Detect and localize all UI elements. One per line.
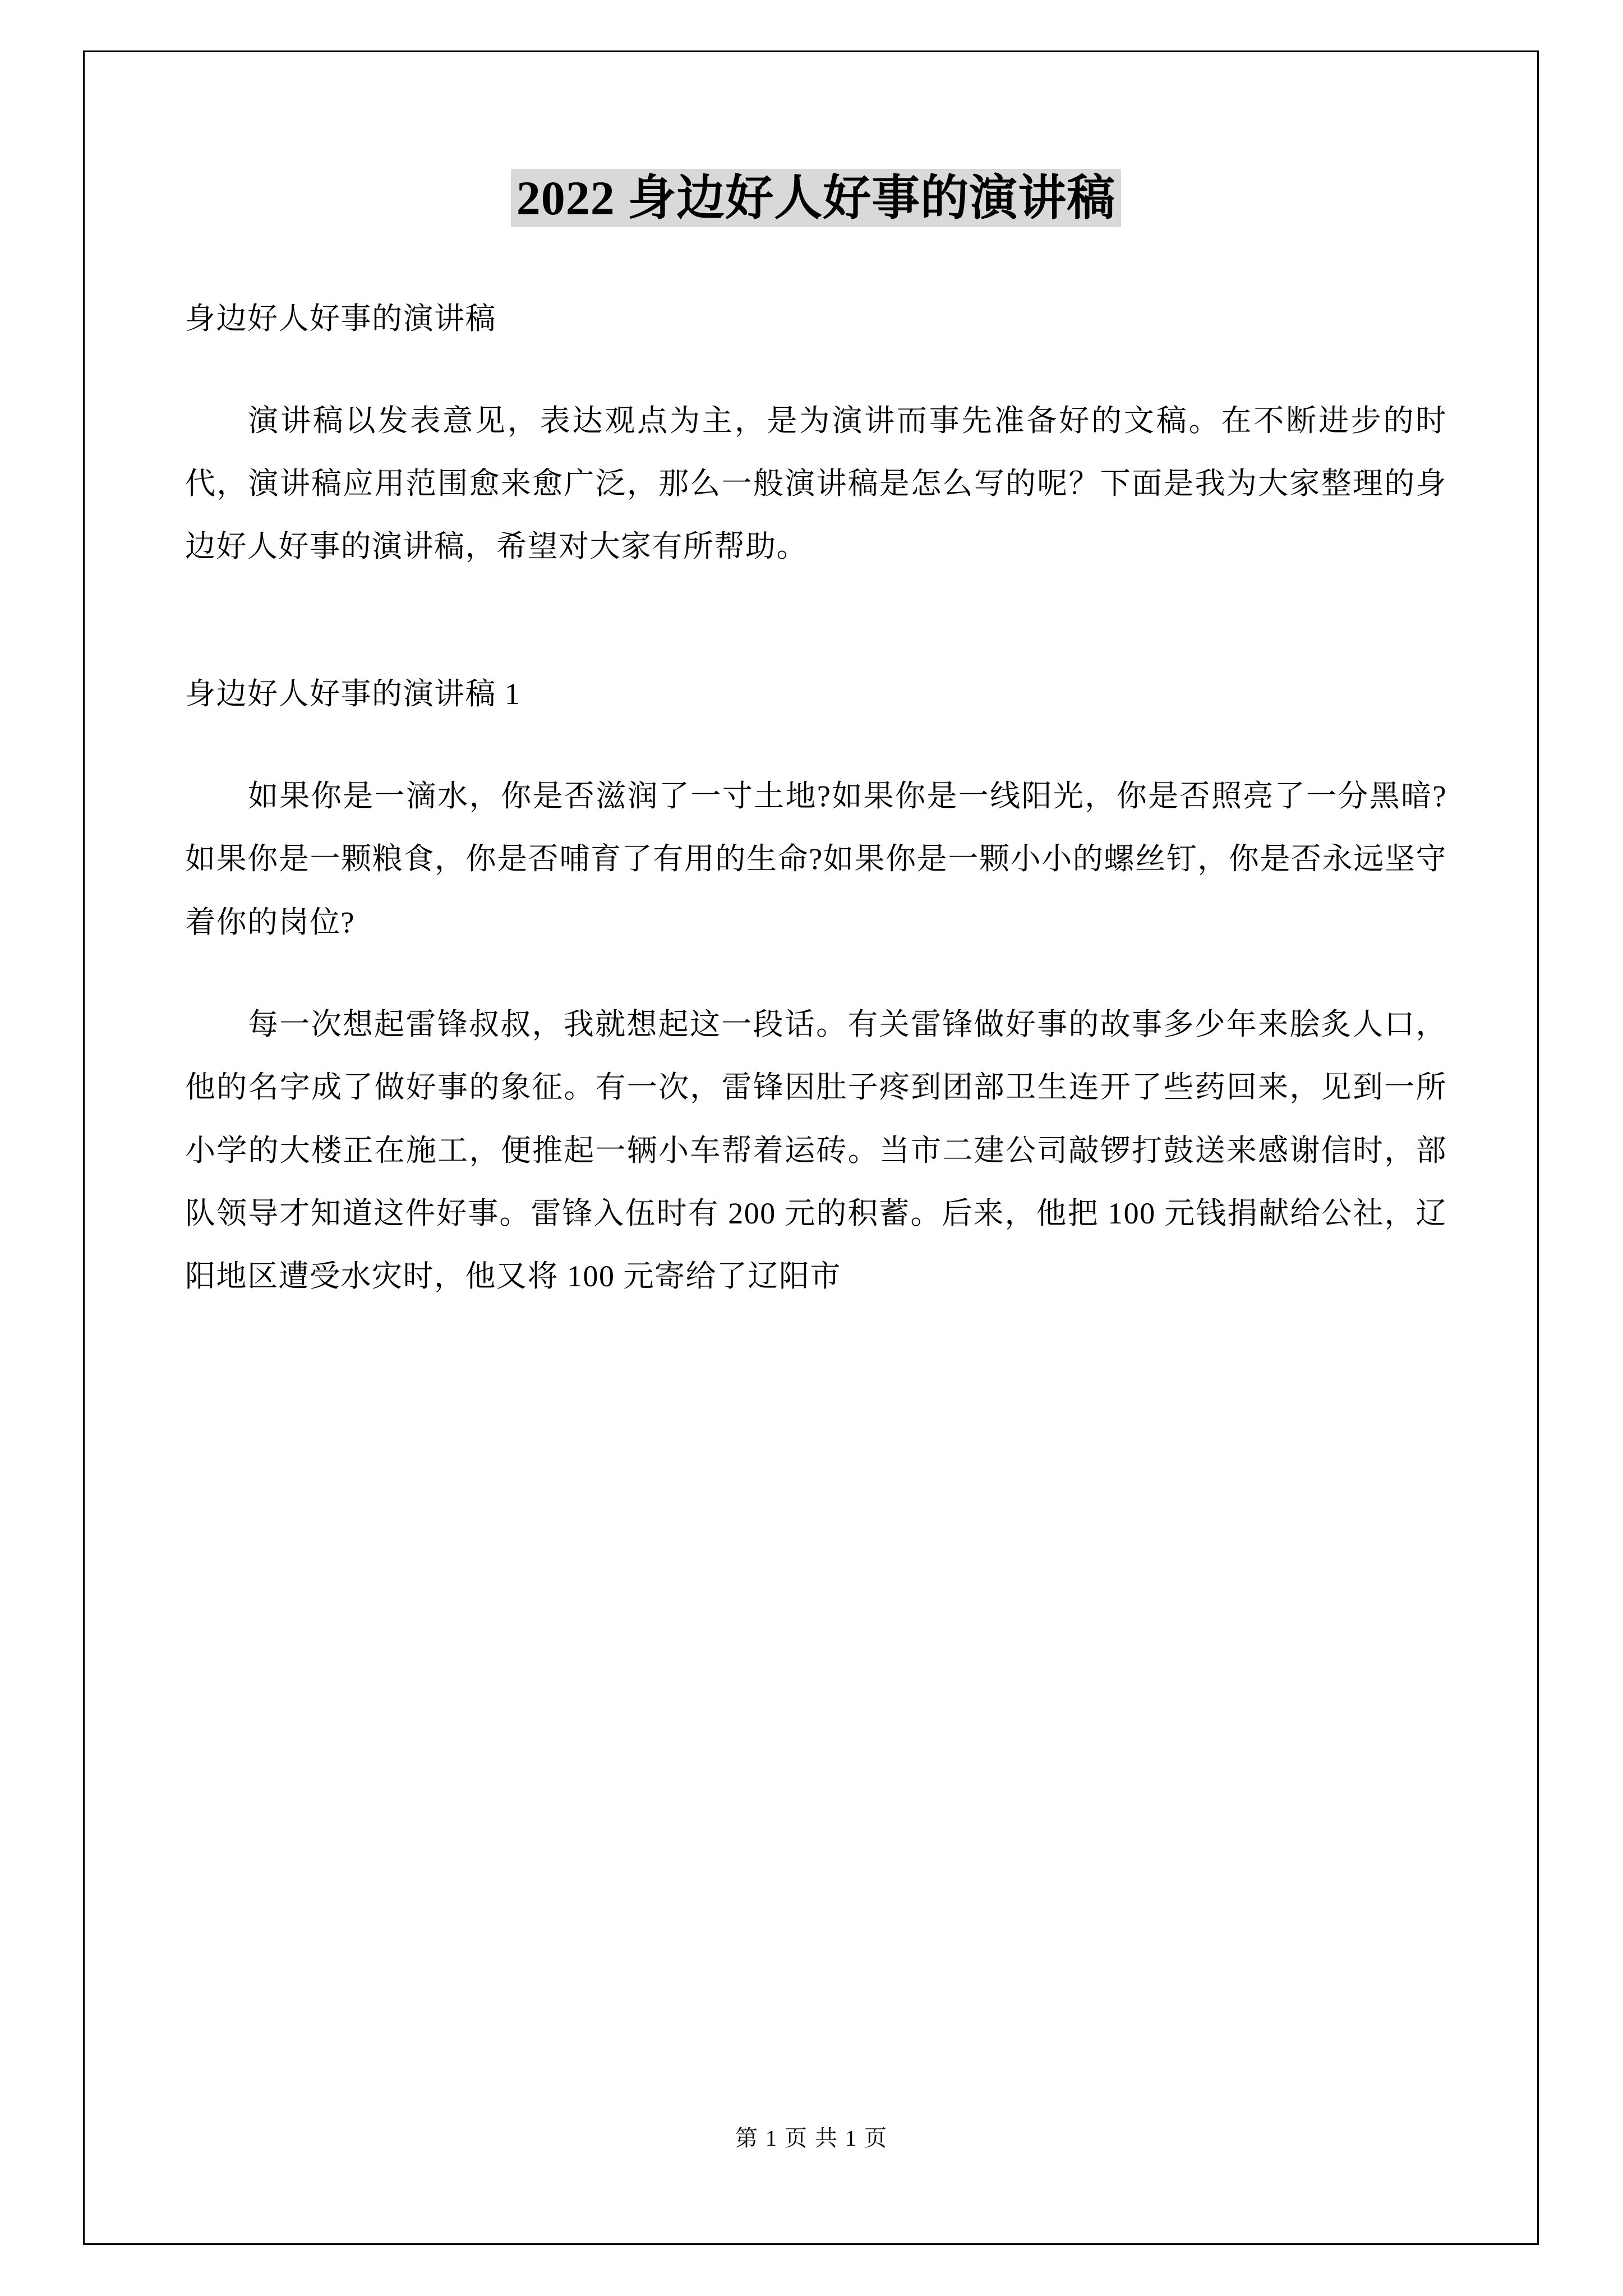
document-subtitle: 身边好人好事的演讲稿 xyxy=(185,301,496,335)
page-footer: 第 1 页 共 1 页 xyxy=(735,2125,888,2151)
body-paragraph-1: 如果你是一滴水，你是否滋润了一寸土地?如果你是一线阳光，你是否照亮了一分黑暗?如果你是一颗粮食，你是否哺育了有用的生命?如果你是一颗小小的螺丝钉，你是否永远坚守着你的岗位? xyxy=(185,779,1447,939)
intro-paragraph: 演讲稿以发表意见，表达观点为主，是为演讲而事先准备好的文稿。在不断进步的时代，演讲稿应用范围愈来愈广泛，那么一般演讲稿是怎么写的呢？下面是我为大家整理的身边好人好事的演讲稿，希望对大家有所帮助。 xyxy=(185,403,1447,564)
spacer xyxy=(185,725,1447,765)
spacer xyxy=(185,578,1447,662)
spacer xyxy=(185,350,1447,389)
page-title xyxy=(185,168,1447,229)
spacer xyxy=(185,229,1447,287)
page-title-text: 2022 身边好人好事的演讲稿 xyxy=(511,169,1122,227)
document-body xyxy=(185,168,1447,1308)
spacer xyxy=(185,954,1447,993)
body-paragraph-2: 每一次想起雷锋叔叔，我就想起这一段话。有关雷锋做好事的故事多少年来脍炙人口，他的名字成了做好事的象征。有一次，雷锋因肚子疼到团部卫生连开了些药回来，见到一所小学的大楼正在施工，便推起一辆小车帮着运砖。当市二建公司敲锣打鼓送来感谢信时，部队领导才知道这件好事。雷锋入伍时有 200 元的积蓄。后来，他把 100 元钱捐献给公社，辽阳地区遭受水灾时，他又将 100 元寄给了辽阳市 xyxy=(185,1007,1447,1294)
section-heading: 身边好人好事的演讲稿 1 xyxy=(185,677,521,711)
